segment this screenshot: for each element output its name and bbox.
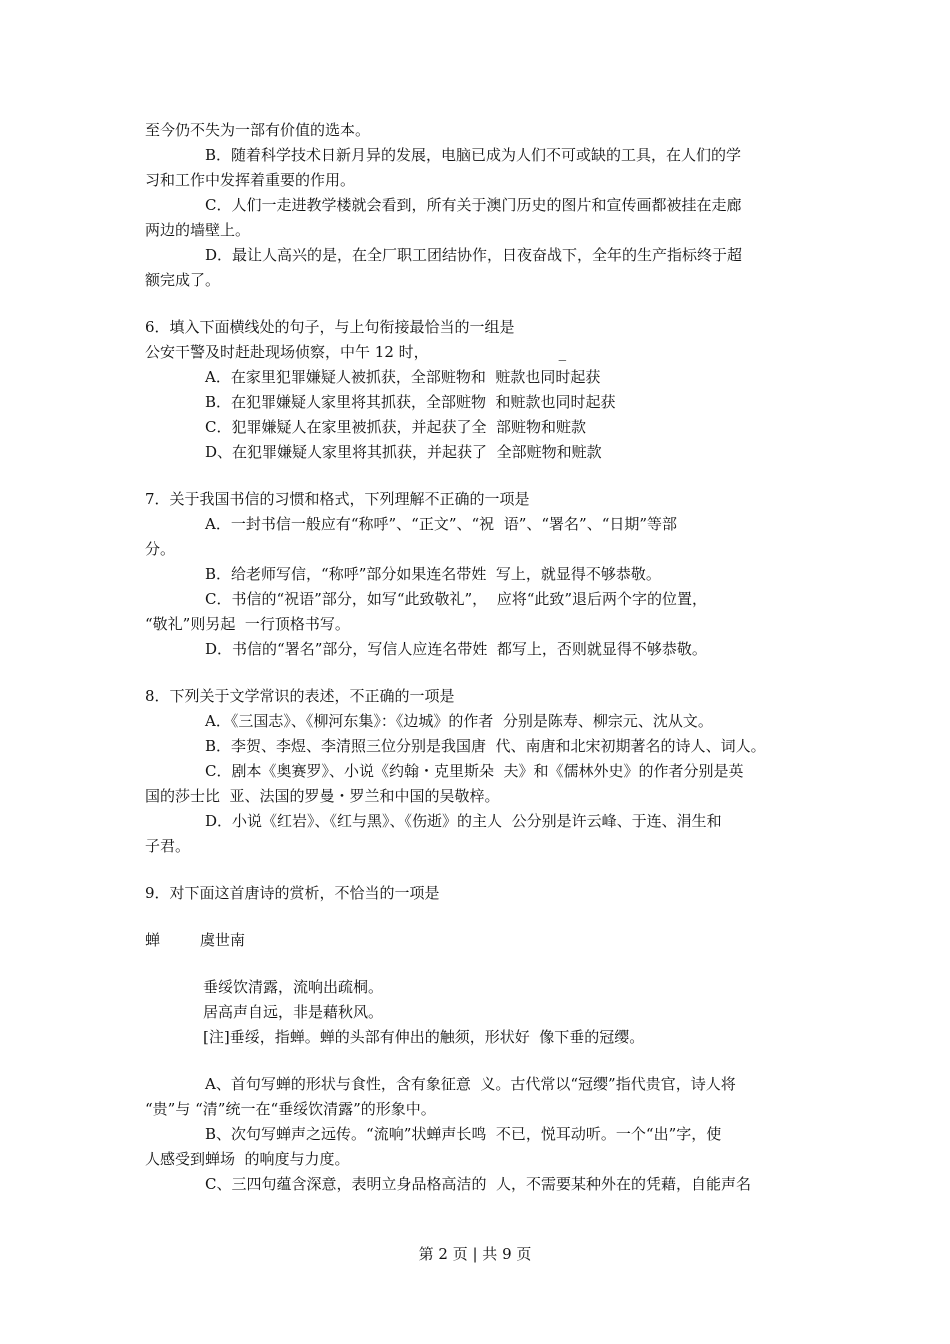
spacer	[145, 859, 815, 881]
poem-note: [注]垂绥，指蝉。蝉的头部有伸出的触须，形状好 像下垂的冠缨。	[203, 1028, 645, 1046]
poem-title: 蝉	[145, 931, 161, 949]
option-d: D．最让人高兴的是，在全厂职工团结协作，日夜奋战下，全年的生产指标终于超	[205, 246, 743, 264]
text-line: 额完成了。	[145, 271, 221, 289]
question-9-option-a-cont: “贵”与 “清”统一在“垂绥饮清露”的形象中。	[145, 1100, 436, 1118]
poem-verse: 居高声自远，非是藉秋风。	[203, 1003, 384, 1021]
question-8-stem: 8．下列关于文学常识的表述，不正确的一项是	[145, 687, 455, 705]
question-7-stem: 7．关于我国书信的习惯和格式，下列理解不正确的一项是	[145, 490, 530, 508]
context-text: 公安干警及时赶赴现场侦察，中午 12 时，	[145, 343, 429, 361]
poem-heading	[145, 928, 815, 953]
spacer	[145, 1050, 815, 1072]
question-8-option-b: B．李贺、李煜、李清照三位分别是我国唐 代、南唐和北宋初期著名的诗人、词人。	[205, 737, 766, 755]
text-line: 习和工作中发挥着重要的作用。	[145, 171, 356, 189]
question-7-option-a: A．一封书信一般应有“称呼”、“正文”、“祝 语”、“署名”、“日期”等部	[205, 515, 678, 533]
document-page	[145, 118, 815, 1197]
question-9-stem: 9．对下面这首唐诗的赏析，不恰当的一项是	[145, 884, 440, 902]
poem-verse: 垂绥饮清露，流响出疏桐。	[203, 978, 384, 996]
question-7-option-c-cont: “敬礼”则另起 一行顶格书写。	[145, 615, 350, 633]
spacer	[145, 465, 815, 487]
spacer	[145, 293, 815, 315]
option-c: C．人们一走进教学楼就会看到，所有关于澳门历史的图片和宣传画都被挂在走廊	[205, 196, 742, 214]
question-8-option-d-cont: 子君。	[145, 837, 191, 855]
spacer	[145, 953, 815, 975]
question-9-option-b: B、次句写蝉声之远传。“流响”状蝉声长鸣 不已，悦耳动听。一个“出”字，使	[205, 1125, 722, 1143]
question-6-stem: 6．填入下面横线处的句子，与上句衔接最恰当的一组是	[145, 318, 515, 336]
option-b: B．随着科学技术日新月异的发展，电脑已成为人们不可或缺的工具，在人们的学	[205, 146, 742, 164]
question-8-option-d: D．小说《红岩》、《红与黑》、《伤逝》的主人 公分别是许云峰、于连、涓生和	[205, 812, 722, 830]
question-8-option-a: A．《三国志》、《柳河东集》：《边城》的作者 分别是陈寿、柳宗元、沈从文。	[205, 712, 713, 730]
question-7-option-b: B．给老师写信，“称呼”部分如果连名带姓 写上，就显得不够恭敬。	[205, 565, 661, 583]
question-7-option-d: D．书信的“署名”部分，写信人应连名带姓 都写上，否则就显得不够恭敬。	[205, 640, 707, 658]
spacer	[145, 906, 815, 928]
question-9-option-b-cont: 人感受到蝉场 的响度与力度。	[145, 1150, 350, 1168]
blank-mark: _	[558, 343, 567, 361]
question-8-option-c: C．剧本《奥赛罗》、小说《约翰・克里斯朵 夫》和《儒林外史》的作者分别是英	[205, 762, 744, 780]
text-line: 至今仍不失为一部有价值的选本。	[145, 121, 371, 139]
poem-author: 虞世南	[200, 931, 246, 949]
question-9-option-a: A、首句写蝉的形状与食性，含有象征意 义。古代常以“冠缨”指代贵官，诗人将	[205, 1075, 736, 1093]
text-line: 两边的墙壁上。	[145, 221, 251, 239]
question-7-option-a-cont: 分。	[145, 540, 176, 558]
question-8-option-c-cont: 国的莎士比 亚、法国的罗曼・罗兰和中国的吴敬梓。	[145, 787, 500, 805]
question-6-option-c: C．犯罪嫌疑人在家里被抓获，并起获了全 部赃物和赃款	[205, 418, 587, 436]
question-9-option-c: C、三四句蕴含深意，表明立身品格高洁的 人，不需要某种外在的凭藉，自能声名	[205, 1175, 752, 1193]
question-6-option-b: B．在犯罪嫌疑人家里将其抓获，全部赃物 和赃款也同时起获	[205, 393, 616, 411]
question-6-context	[145, 340, 815, 365]
page-footer: 第 2 页 | 共 9 页	[418, 1245, 532, 1263]
question-6-option-d: D、在犯罪嫌疑人家里将其抓获，并起获了 全部赃物和赃款	[205, 443, 602, 461]
question-6-option-a: A．在家里犯罪嫌疑人被抓获，全部赃物和 赃款也同时起获	[205, 368, 601, 386]
spacer	[145, 662, 815, 684]
question-7-option-c: C．书信的“祝语”部分，如写“此致敬礼”， 应将“此致”退后两个字的位置，	[205, 590, 708, 608]
